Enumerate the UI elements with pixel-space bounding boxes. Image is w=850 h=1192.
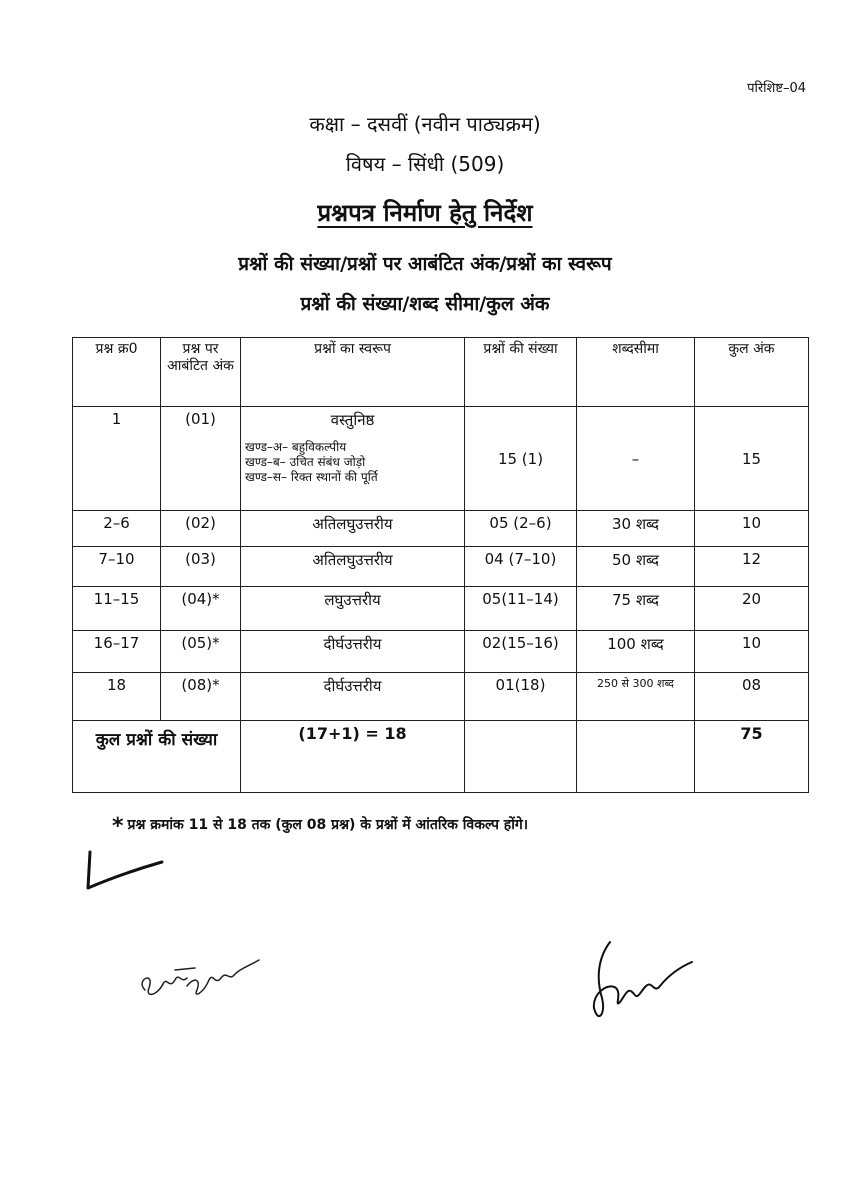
cell-qno: 7–10 [73, 547, 161, 587]
cell-count: 05 (2–6) [465, 511, 577, 547]
total-label: कुल प्रश्नों की संख्या [73, 721, 241, 793]
cell-total: 15 [695, 407, 809, 511]
col-header-count: प्रश्नों की संख्या [465, 338, 577, 407]
col-header-marks-each: प्रश्न पर आबंटित अंक [161, 338, 241, 407]
table-header-row [73, 338, 809, 407]
cell-count: 15 (1) [465, 407, 577, 511]
table-row [73, 547, 809, 587]
total-empty-cell [577, 721, 695, 793]
cell-word-limit: 100 शब्द [577, 631, 695, 673]
footnote-text: प्रश्न क्रमांक 11 से 18 तक (कुल 08 प्रश्न) के प्रश्नों में आंतरिक विकल्प होंगे। [127, 817, 529, 833]
question-table [72, 337, 809, 793]
cell-count: 04 (7–10) [465, 547, 577, 587]
col-header-qno: प्रश्न क्र0 [73, 338, 161, 407]
sub-heading-2: प्रश्नों की संख्या/शब्द सीमा/कुल अंक [300, 293, 550, 315]
table-row [73, 511, 809, 547]
subject-line: विषय – सिंधी (509) [345, 152, 505, 176]
cell-total: 08 [695, 673, 809, 721]
cell-qno: 1 [73, 407, 161, 511]
cell-total: 20 [695, 587, 809, 631]
cell-qno: 18 [73, 673, 161, 721]
cell-type: अतिलघुउत्तरीय [241, 547, 465, 587]
cell-word-limit: 75 शब्द [577, 587, 695, 631]
cell-total: 10 [695, 631, 809, 673]
cell-qno: 16–17 [73, 631, 161, 673]
col-header-total: कुल अंक [695, 338, 809, 407]
cell-total: 12 [695, 547, 809, 587]
cell-type: अतिलघुउत्तरीय [241, 511, 465, 547]
cell-count: 05(11–14) [465, 587, 577, 631]
footnote-star: * [112, 814, 124, 839]
section-item: खण्ड–ब– उचित संबंध जोड़ो [245, 455, 366, 469]
col-header-type: प्रश्नों का स्वरूप [241, 338, 465, 407]
cell-marks-each: (01) [161, 407, 241, 511]
cell-qno: 2–6 [73, 511, 161, 547]
class-line: कक्षा – दसवीं (नवीन पाठ्यक्रम) [309, 112, 541, 136]
pen-mark [82, 850, 172, 895]
cell-word-limit: 30 शब्द [577, 511, 695, 547]
total-marks: 75 [695, 721, 809, 793]
section-item: खण्ड–स– रिक्त स्थानों की पूर्ति [245, 470, 378, 484]
cell-type [241, 407, 465, 511]
cell-type: लघुउत्तरीय [241, 587, 465, 631]
total-empty-cell [465, 721, 577, 793]
cell-count: 02(15–16) [465, 631, 577, 673]
question-table-wrapper [72, 337, 808, 793]
total-formula: (17+1) = 18 [241, 721, 465, 793]
cell-total: 10 [695, 511, 809, 547]
cell-word-limit: – [577, 407, 695, 511]
section-item: खण्ड–अ– बहुविकल्पीय [245, 440, 347, 454]
appendix-label: परिशिष्ट–04 [747, 81, 806, 96]
cell-word-limit: 50 शब्द [577, 547, 695, 587]
cell-marks-each: (04)* [161, 587, 241, 631]
signature-left [135, 950, 265, 1010]
cell-marks-each: (08)* [161, 673, 241, 721]
table-row [73, 631, 809, 673]
cell-word-limit: 250 से 300 शब्द [577, 673, 695, 721]
section-list [245, 440, 460, 485]
sub-heading-1: प्रश्नों की संख्या/प्रश्नों पर आबंटित अंक/प्रश्नों का स्वरूप [238, 253, 612, 275]
main-heading-text: प्रश्नपत्र निर्माण हेतु निर्देश [317, 199, 533, 227]
table-row [73, 407, 809, 511]
table-row [73, 673, 809, 721]
table-row [73, 587, 809, 631]
main-heading [0, 196, 850, 229]
cell-marks-each: (02) [161, 511, 241, 547]
table-total-row [73, 721, 809, 793]
footnote [112, 814, 812, 839]
cell-type: दीर्घउत्तरीय [241, 631, 465, 673]
cell-qno: 11–15 [73, 587, 161, 631]
cell-marks-each: (05)* [161, 631, 241, 673]
cell-marks-each: (03) [161, 547, 241, 587]
cell-type: दीर्घउत्तरीय [241, 673, 465, 721]
cell-count: 01(18) [465, 673, 577, 721]
col-header-word-limit: शब्दसीमा [577, 338, 695, 407]
signature-right [588, 938, 698, 1028]
type-label: वस्तुनिष्ठ [330, 411, 375, 429]
